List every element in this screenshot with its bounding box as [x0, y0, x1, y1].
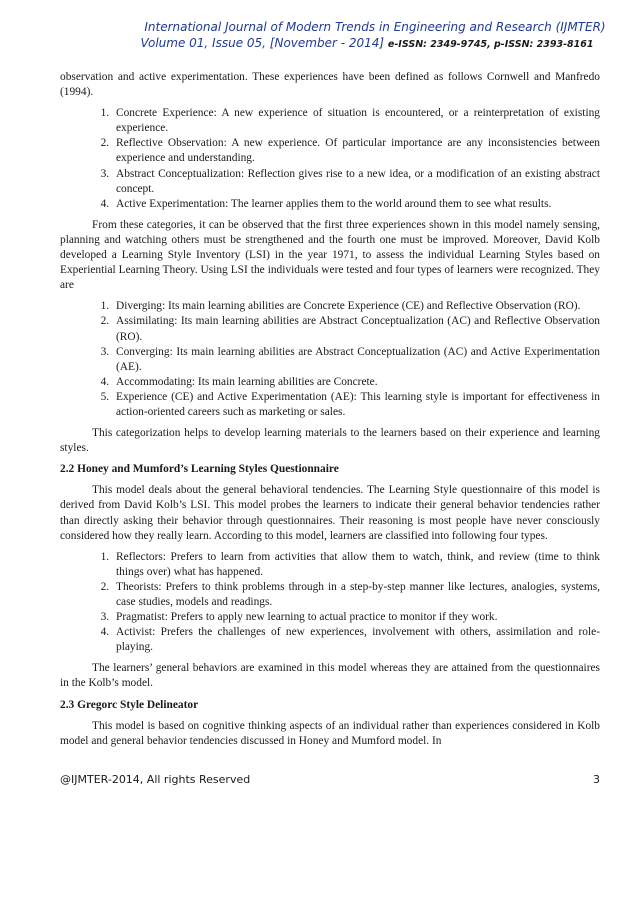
paragraph-categories: From these categories, it can be observed that the first three experiences shown in this model namely sensing, planning and watching others must be strengthened and the fourth one must be improved. Moreover, David Kolb developed a Learning Style Inventory (LSI) in the year 1971, to assess the individual Learning Styles based on Experiential Learning Theory. Using LSI the individuals were tested and four types of learners were recognized. They are [60, 218, 600, 292]
list-item: 4. Active Experimentation: The learner applies them to the world around them to see what results. [112, 197, 600, 212]
page-body [60, 70, 600, 755]
page-footer [60, 773, 600, 786]
list-item: 2. Assimilating: Its main learning abilities are Abstract Conceptualization (AC) and Reflective Observation (RO). [112, 314, 600, 344]
list-item: 2. Reflective Observation: A new experience. Of particular importance are any inconsistencies between experience and understanding. [112, 136, 600, 166]
paragraph-learners: The learners’ general behaviors are examined in this model whereas they are attained from the questionnaires in the Kolb’s model. [60, 662, 600, 690]
journal-header [0, 19, 638, 53]
learner-type-list [60, 299, 600, 420]
list-item: 3. Converging: Its main learning abilities are Abstract Conceptualization (AC) and Active Experimentation (AE). [112, 345, 600, 375]
paragraph-honey-mumford: This model deals about the general behavioral tendencies. The Learning Style questionnaire of this model is derived from David Kolb’s LSI. This model probes the learners to indicate their general behavior tendencies rather than directly asking their behavior through questionnaires. Their reasoning is most people have never consciously considered how they really learn. According to this model, learners are classified into following four types. [60, 484, 600, 542]
list-item: 1. Reflectors: Prefers to learn from activities that allow them to watch, think, and review (time to think things over) what has happened. [112, 550, 600, 580]
list-item: 5. Experience (CE) and Active Experimentation (AE): This learning style is important for effectiveness in action-oriented careers such as marketing or sales. [112, 390, 600, 420]
list-item: 1. Concrete Experience: A new experience of situation is encountered, or a reinterpretation of existing experience. [112, 106, 600, 136]
paragraph-gregorc: This model is based on cognitive thinking aspects of an individual rather than experiences considered in Kolb model and general behavior tendencies discussed in Honey and Mumford model. In [60, 719, 600, 747]
honey-mumford-type-list [60, 550, 600, 656]
issn: e-ISSN: 2349-9745, p-ISSN: 2393-8161 [387, 39, 594, 50]
paragraph-categorization: This categorization helps to develop learning materials to the learners based on their experience and learning styles. [60, 427, 600, 455]
paragraph-intro: observation and active experimentation. These experiences have been defined as follows Cornwell and Manfredo (1994). [60, 71, 600, 99]
volume-issue: Volume 01, Issue 05, [November - 2014] [140, 36, 385, 50]
list-item: 2. Theorists: Prefers to think problems through in a step-by-step manner like lectures, analogies, systems, case studies, models and readings. [112, 580, 600, 610]
list-item: 3. Abstract Conceptualization: Reflection gives rise to a new idea, or a modification of an existing abstract concept. [112, 167, 600, 197]
list-item: 4. Activist: Prefers the challenges of new experiences, involvement with others, assimilation and role-playing. [112, 625, 600, 655]
section-heading-2-3: 2.3 Gregorc Style Delineator [60, 698, 199, 711]
journal-volume-line [0, 35, 638, 53]
page-number: 3 [593, 773, 600, 786]
experience-list [60, 106, 600, 212]
copyright-notice: @IJMTER-2014, All rights Reserved [60, 773, 251, 786]
section-heading-2-2: 2.2 Honey and Mumford’s Learning Styles Questionnaire [60, 463, 339, 476]
list-item: 4. Accommodating: Its main learning abilities are Concrete. [112, 375, 600, 390]
list-item: 3. Pragmatist: Prefers to apply new learning to actual practice to monitor if they work. [112, 610, 600, 625]
journal-title: International Journal of Modern Trends in Engineering and Research (IJMTER) [144, 20, 606, 34]
list-item: 1. Diverging: Its main learning abilities are Concrete Experience (CE) and Reflective Observation (RO). [112, 299, 600, 314]
